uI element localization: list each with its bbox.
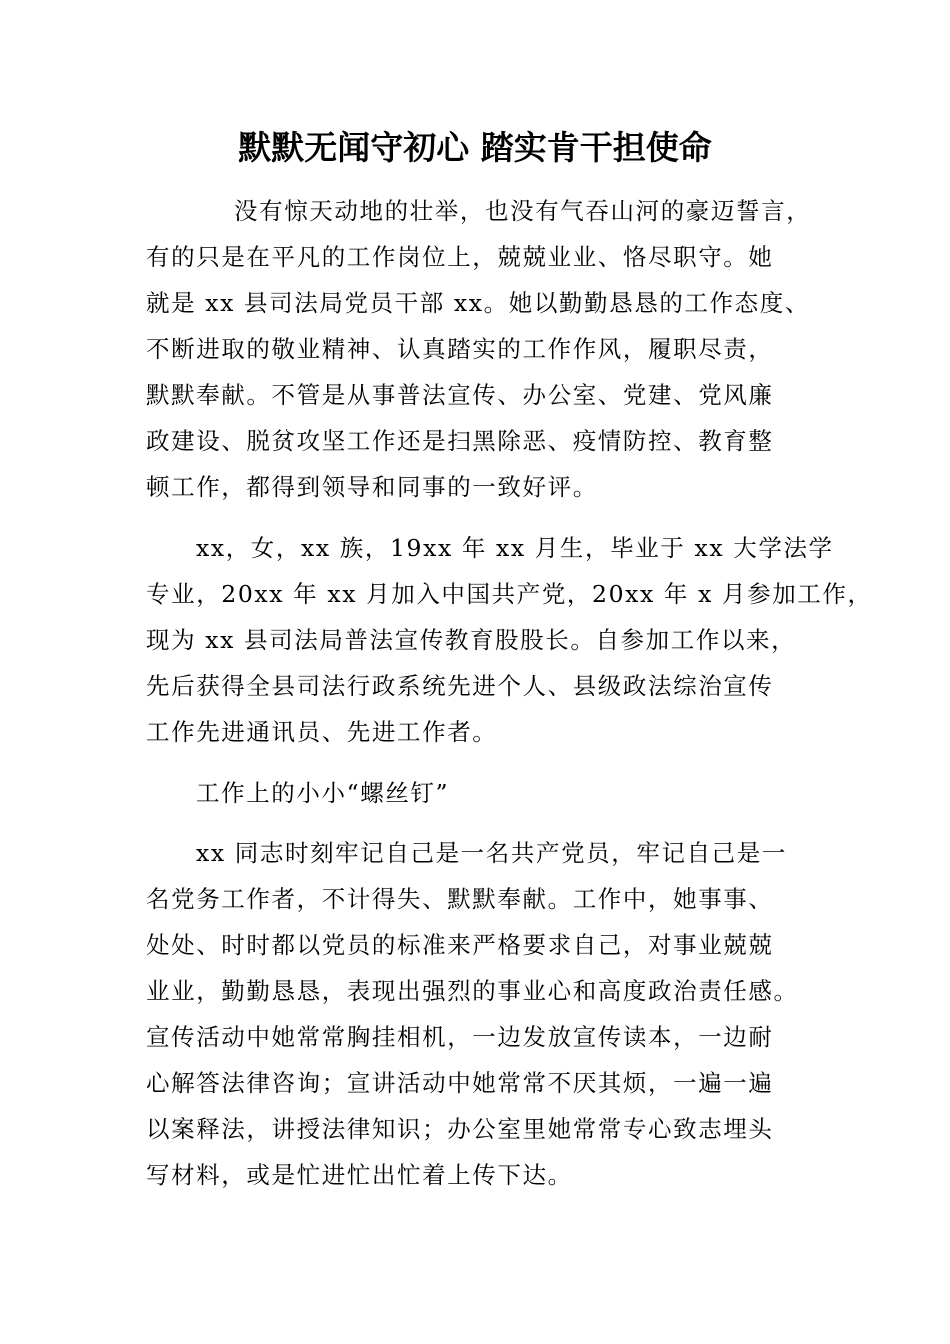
document-title: 默默无闻守初心 踏实肯干担使命 <box>238 128 712 167</box>
paragraph-3-line-7: 以案释法，讲授法律知识；办公室里她常常专心致志埋头 <box>146 1115 774 1143</box>
paragraph-2-line-2: 专业，20xx 年 xx 月加入中国共产党，20xx 年 x 月参加工作， <box>146 580 873 608</box>
paragraph-1-line-5: 默默奉献。不管是从事普法宣传、办公室、党建、党风廉 <box>146 381 774 409</box>
paragraph-2-line-5: 工作先进通讯员、先进工作者。 <box>146 718 498 746</box>
paragraph-3-line-4: 业业，勤勤恳恳，表现出强烈的事业心和高度政治责任感。 <box>146 977 799 1005</box>
paragraph-2-line-4: 先后获得全县司法行政系统先进个人、县级政法综治宣传 <box>146 672 774 700</box>
paragraph-3-line-8: 写材料，或是忙进忙出忙着上传下达。 <box>146 1161 573 1189</box>
paragraph-2-line-1: xx，女，xx 族，19xx 年 xx 月生，毕业于 xx 大学法学 <box>196 534 834 562</box>
paragraph-3-line-6: 心解答法律咨询；宣讲活动中她常常不厌其烦，一遍一遍 <box>146 1069 774 1097</box>
paragraph-1-line-6: 政建设、脱贫攻坚工作还是扫黑除恶、疫情防控、教育整 <box>146 427 774 455</box>
paragraph-1-line-1: 没有惊天动地的壮举，也没有气吞山河的豪迈誓言， <box>234 197 812 225</box>
paragraph-1-line-4: 不断进取的敬业精神、认真踏实的工作作风，履职尽责， <box>146 335 774 363</box>
paragraph-3-line-1: xx 同志时刻牢记自己是一名共产党员，牢记自己是一 <box>196 839 787 867</box>
paragraph-3-line-5: 宣传活动中她常常胸挂相机，一边发放宣传读本，一边耐 <box>146 1023 774 1051</box>
paragraph-1-line-3: 就是 xx 县司法局党员干部 xx。她以勤勤恳恳的工作态度、 <box>146 289 810 317</box>
paragraph-3-line-3: 处处、时时都以党员的标准来严格要求自己，对事业兢兢 <box>146 931 774 959</box>
paragraph-2-line-3: 现为 xx 县司法局普法宣传教育股股长。自参加工作以来， <box>146 626 797 654</box>
paragraph-1-line-2: 有的只是在平凡的工作岗位上，兢兢业业、恪尽职守。她 <box>146 243 774 271</box>
section-heading: 工作上的小小“螺丝钉” <box>196 779 450 807</box>
paragraph-3-line-2: 名党务工作者，不计得失、默默奉献。工作中，她事事、 <box>146 885 774 913</box>
paragraph-1-line-7: 顿工作，都得到领导和同事的一致好评。 <box>146 473 598 501</box>
